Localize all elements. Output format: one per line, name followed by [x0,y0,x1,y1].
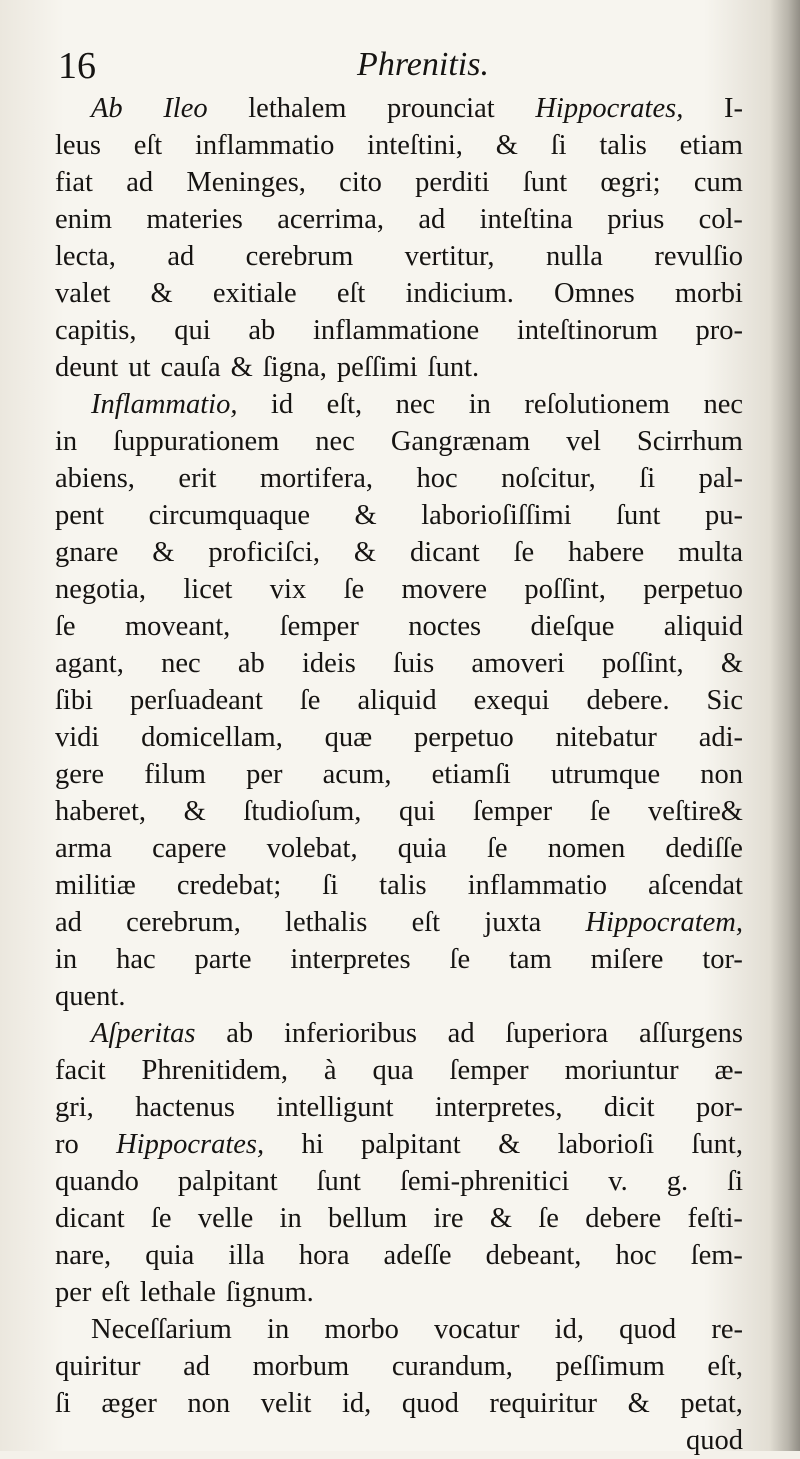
word: quia [397,833,447,864]
word: non [700,759,743,790]
word: circumquaque [148,500,311,531]
word: mortifera, [259,463,374,494]
word: hoc [416,463,458,494]
word: facit [55,1055,106,1086]
text-line [55,941,743,978]
word: veſtire& [648,796,743,827]
word: non [187,1388,231,1419]
word: curandum, [391,1351,513,1382]
word: qui [174,315,211,346]
word: aſcendat [648,870,743,901]
word: ſemi-phrenitici [399,1166,570,1197]
word: nec [161,648,201,679]
word: acerrima, [277,204,384,235]
word: perditi [415,167,490,198]
word: morbum [252,1351,350,1382]
word: tor- [702,944,743,975]
word: acum, [322,759,392,790]
text-line [55,201,743,238]
word: ad [167,241,195,272]
word: Hippocrates, [116,1129,265,1160]
word: indicium. [405,278,514,309]
word: pro- [695,315,743,346]
word: cerebrum, [126,907,241,938]
text-line [55,978,743,1015]
text-line [55,904,743,941]
word: credebat; [176,870,282,901]
word: inteſtini, [367,130,463,161]
word: vocatur [434,1314,520,1345]
word: poſſint, [602,648,684,679]
word: & [150,278,173,309]
word: in [468,389,491,420]
word: arma [55,833,112,864]
word: v. [608,1166,628,1197]
word: Meninges, [186,167,306,198]
word: abiens, [55,463,135,494]
word: reſolutionem [524,389,670,420]
word: requiritur [489,1388,598,1419]
word: nomen [547,833,626,864]
word: revulſio [654,241,743,272]
word: Gangrænam [390,426,531,457]
text-line [55,682,743,719]
word: eſt, [326,389,363,420]
word: nec [395,389,436,420]
word: aſſurgens [638,1018,743,1049]
text-line [55,1163,743,1200]
word: ſuppurationem [113,426,280,457]
word: morbi [674,278,743,309]
word: noſcitur, [501,463,596,494]
word: & [498,1129,521,1160]
text-line [55,1422,743,1459]
word: cauſa [160,352,221,383]
word: peſſimi [336,352,418,383]
word: ab [226,1018,254,1049]
word: per [55,1277,92,1308]
word: ſignum. [225,1277,314,1308]
word: licet [183,574,233,605]
word: gnare [55,537,119,568]
word: eſt, [707,1351,743,1382]
body-text [55,90,743,1459]
word: adeſſe [383,1240,452,1271]
word: ſe [449,944,471,975]
word: ſe [486,833,508,864]
word: aliquid [357,685,437,716]
word: ad [126,167,154,198]
word: ſe [299,685,321,716]
word: eſt [101,1277,130,1308]
word: ſem- [690,1240,743,1271]
word: per [246,759,283,790]
word: etiamſi [431,759,511,790]
word: Aſperitas [91,1018,196,1049]
word: dicant [410,537,480,568]
word: tam [509,944,552,975]
word: eſt [411,907,441,938]
word: in [55,944,78,975]
word: lethalis [285,907,368,938]
word: g. [666,1166,689,1197]
word: militiæ [55,870,136,901]
word: debere [585,1203,662,1234]
word: ſi [55,1388,71,1419]
word: ro [55,1129,79,1160]
word: capere [152,833,227,864]
word: inteſtina [479,204,573,235]
word: quando [55,1166,139,1197]
word: perſuadeant [129,685,263,716]
word: & [720,648,743,679]
text-line [55,1089,743,1126]
word: hi [301,1129,324,1160]
word: ſunt [316,1166,361,1197]
word: inferioribus [283,1018,417,1049]
text-line [55,1052,743,1089]
word: amoveri [471,648,565,679]
word: moveant, [125,611,231,642]
word: & [627,1388,650,1419]
word: leus [55,130,101,161]
text-line [55,460,743,497]
word: hora [298,1240,350,1271]
word: materies [146,204,243,235]
word: laborioſi [557,1129,655,1160]
word: poſſint, [524,574,606,605]
word: & [495,130,518,161]
word: proficiſci, [208,537,320,568]
word: feſti- [687,1203,743,1234]
word: por- [696,1092,743,1123]
word: enim [55,204,112,235]
text-line [55,1126,743,1163]
page-number: 16 [58,45,96,87]
word: parte [194,944,252,975]
word: negotia, [55,574,147,605]
word: deunt [55,352,119,383]
word: in [279,1203,302,1234]
word: qua [372,1055,414,1086]
word: ab [248,315,276,346]
word: gere [55,759,105,790]
word: exequi [473,685,550,716]
word: nare, [55,1240,112,1271]
word: Ab [91,93,123,124]
word: Sic [706,685,743,716]
word: valet [55,278,111,309]
word: I- [723,93,743,124]
word: ſemper [473,796,553,827]
word: cito [339,167,382,198]
text-line [55,867,743,904]
word: inflammatione [312,315,480,346]
text-line [55,275,743,312]
word: cum [693,167,743,198]
word: ad [447,1018,475,1049]
text-line [55,756,743,793]
word: Hippocrates, [535,93,684,124]
word: ſtudioſum, [243,796,362,827]
word: laborioſiſſimi [421,500,572,531]
word: æ- [714,1055,743,1086]
word: & [230,352,253,383]
word: vix [269,574,307,605]
word: id, [341,1388,372,1419]
word: æger [101,1388,157,1419]
word: lecta, [55,241,116,272]
text-line [55,386,743,423]
word: vertitur, [404,241,495,272]
word: ſi [727,1166,743,1197]
word: haberet, [55,796,146,827]
word: id [270,389,294,420]
word: ab [237,648,265,679]
word: gri, [55,1092,94,1123]
word: nulla [545,241,603,272]
text-line [55,349,743,386]
word: dicit [603,1092,655,1123]
word: ſibi [55,685,94,716]
word: & [152,537,175,568]
word: miſere [590,944,664,975]
word: Hippocratem, [585,907,743,938]
word: debeant, [485,1240,582,1271]
word: ſi [322,870,339,901]
text-line [55,719,743,756]
word: ſunt. [427,352,480,383]
word: quia [145,1240,195,1271]
word: ſi [550,130,567,161]
word: hac [116,944,156,975]
word: aliquid [663,611,743,642]
word: ad [55,907,82,938]
word: ut [128,352,151,383]
page-edge-shadow [770,0,800,1451]
word: ſe [343,574,365,605]
word: ſunt, [691,1129,743,1160]
word: erit [178,463,217,494]
word: re- [711,1314,743,1345]
text-line [55,497,743,534]
word: & [183,796,206,827]
word: qui [399,796,436,827]
word: quod [686,1425,743,1456]
word: ſe [538,1203,559,1234]
word: volebat, [266,833,358,864]
word: quod [619,1314,677,1345]
word: ſemper [449,1055,529,1086]
word: inflammatio [195,130,335,161]
word: ſunt [616,500,661,531]
word: ſe [55,611,76,642]
word: vidi [55,722,100,753]
text-line [55,608,743,645]
word: ire [433,1203,464,1234]
word: ſe [513,537,535,568]
text-line [55,90,743,127]
word: à [323,1055,337,1086]
word: hoc [615,1240,657,1271]
word: perpetuo [414,722,514,753]
text-line [55,793,743,830]
word: dediſſe [665,833,743,864]
text-line [55,312,743,349]
word: id, [554,1314,584,1345]
word: Scirrhum [636,426,743,457]
word: quiritur [55,1351,141,1382]
word: prounciat [387,93,495,124]
word: eſt [336,278,366,309]
word: quæ [324,722,373,753]
word: lethalem [248,93,347,124]
text-line [55,830,743,867]
word: dieſque [530,611,615,642]
text-line [55,1385,743,1422]
word: palpitant [360,1129,461,1160]
word: ad [183,1351,211,1382]
word: ſe [150,1203,172,1234]
word: prius [607,204,665,235]
word: hactenus [135,1092,235,1123]
word: in [267,1314,290,1345]
word: multa [678,537,743,568]
word: & [353,537,377,568]
word: eſt [133,130,163,161]
word: moriuntur [564,1055,679,1086]
word: Omnes [554,278,635,309]
text-line [55,534,743,571]
word: illa [228,1240,265,1271]
word: domicellam, [141,722,283,753]
word: quent. [55,981,126,1012]
word: ſe [589,796,611,827]
text-line [55,164,743,201]
word: interpretes, [435,1092,563,1123]
word: ſuperiora [505,1018,609,1049]
page-header [58,44,748,92]
word: inflammatio [467,870,607,901]
text-line [55,645,743,682]
word: cerebrum [245,241,354,272]
word: intelligunt [276,1092,394,1123]
word: exitiale [212,278,297,309]
word: talis [599,130,647,161]
text-line [55,1237,743,1274]
word: pent [55,500,105,531]
word: inteſtinorum [516,315,658,346]
word: bellum [328,1203,408,1234]
word: debere. [586,685,670,716]
word: ideis [301,648,356,679]
text-line [55,1274,743,1311]
word: fiat [55,167,93,198]
text-line [55,127,743,164]
word: etiam [679,130,743,161]
word: adi- [698,722,743,753]
word: pal- [698,463,743,494]
word: lethale [139,1277,216,1308]
word: ſigna, [262,352,327,383]
word: vel [566,426,601,457]
word: interpretes [290,944,411,975]
word: dicant [55,1203,125,1234]
word: filum [144,759,206,790]
text-line [55,1311,743,1348]
word: Neceſſarium [91,1314,232,1345]
text-line [55,571,743,608]
word: perpetuo [643,574,743,605]
word: palpitant [177,1166,278,1197]
word: Ileo [163,93,208,124]
word: nitebatur [555,722,657,753]
word: peſſimum [555,1351,665,1382]
text-line [55,1200,743,1237]
word: nec [315,426,355,457]
word: noctes [408,611,482,642]
word: ſunt [522,167,568,198]
text-line [55,1015,743,1052]
word: velit [260,1388,312,1419]
text-line [55,238,743,275]
word: Inflammatio, [91,389,238,420]
word: pu- [704,500,743,531]
word: petat, [680,1388,743,1419]
word: Phrenitidem, [141,1055,288,1086]
word: & [354,500,377,531]
word: agant, [55,648,124,679]
word: velle [197,1203,254,1234]
word: col- [698,204,743,235]
word: nec [703,389,743,420]
word: ſemper [279,611,359,642]
word: in [55,426,78,457]
word: morbo [324,1314,399,1345]
word: talis [379,870,427,901]
word: utrumque [550,759,661,790]
running-head: Phrenitis. [357,46,489,83]
word: movere [401,574,487,605]
word: capitis, [55,315,137,346]
word: quod [401,1388,459,1419]
word: ſi [639,463,656,494]
word: ſuis [393,648,435,679]
word: & [489,1203,513,1234]
word: juxta [484,907,542,938]
text-line [55,423,743,460]
word: ad [418,204,446,235]
word: œgri; [600,167,661,198]
word: habere [568,537,645,568]
text-line [55,1348,743,1385]
